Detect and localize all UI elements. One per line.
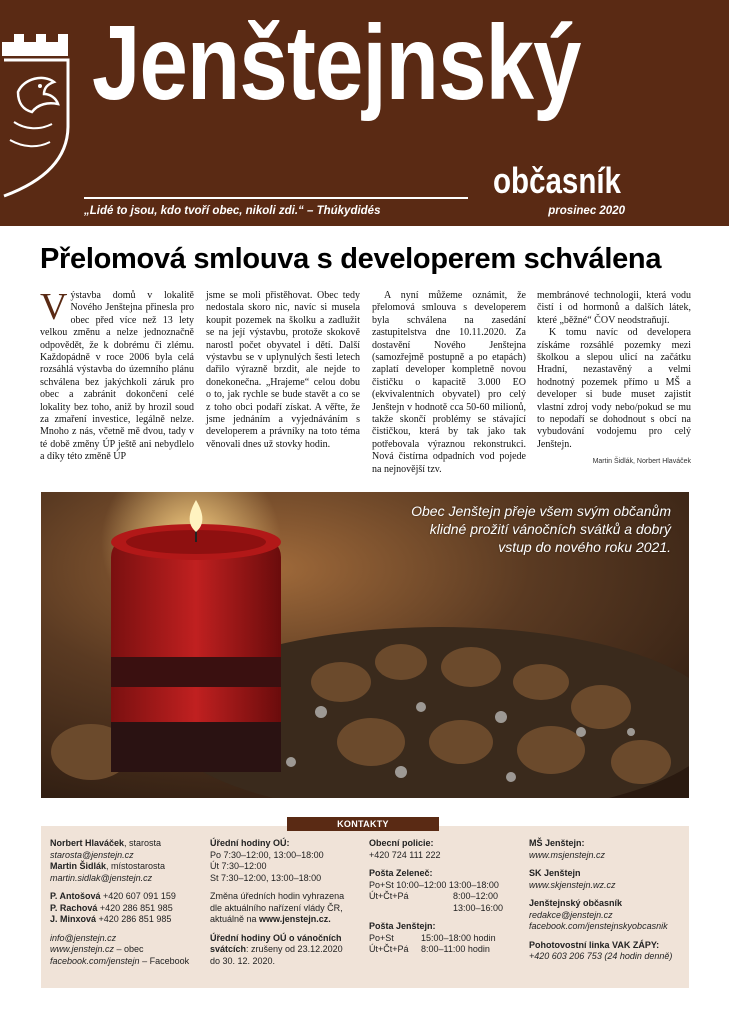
office-hours-line: St 7:30–12:00, 13:00–18:00 [210,872,322,883]
contact-name: J. Minxová [50,914,97,924]
website-link[interactable]: www.msjenstejn.cz [529,849,606,860]
contact-phone: +420 607 091 159 [100,891,176,901]
article-headline: Přelomová smlouva s developerem schválena [40,243,662,275]
article-column-4 [537,290,691,469]
crest-icon [0,30,80,200]
contacts-column-4 [529,838,687,963]
post-hours: 15:00–18:00 hodin [421,932,496,943]
contact-phone: +420 286 851 985 [97,902,173,913]
sports-club-heading: SK Jenštejn [529,868,581,878]
police-heading: Obecní policie: [369,838,434,848]
photo-caption [371,502,671,556]
contacts-column-3 [369,838,529,956]
link-note: – obec [114,944,144,954]
office-hours-line: Po 7:30–12:00, 13:00–18:00 [210,849,324,860]
contact-role: , místostarosta [106,861,166,871]
contact-name: P. Antošová [50,891,101,901]
post-days: Út+Čt+Pá [369,944,409,954]
contact-email[interactable]: martin.sidlak@jenstejn.cz [50,872,153,883]
post-days: Út+Čt+Pá [369,891,409,901]
masthead [0,0,729,226]
post-hours: 13:00–16:00 [453,902,504,913]
post-days: Po+St [369,879,394,890]
contact-name: Norbert Hlaváček [50,838,125,848]
article-signature: Martin Šidlák, Norbert Hlaváček [592,458,691,466]
post-office-heading: Pošta Jenštejn: [369,921,436,931]
contact-email[interactable]: starosta@jenstejn.cz [50,849,134,860]
contacts-column-1 [50,838,210,967]
kindergarten-heading: MŠ Jenštejn: [529,838,585,848]
issue-date: prosinec 2020 [548,205,625,217]
office-hours-line: Út 7:30–12:00 [210,861,267,871]
post-office-heading: Pošta Zeleneč: [369,868,433,878]
drop-cap: V [40,286,68,328]
newspaper-title: Jenštejnský [92,4,581,122]
article-column-1 [40,286,194,464]
article-column-3 [372,290,526,476]
notice-text: Změna úředních hodin vyhrazena [210,891,345,901]
facebook-link[interactable]: facebook.com/jenstejnskyobcasnik [529,921,668,931]
masthead-rule [84,197,468,199]
holiday-hours-text: : zrušeny od 23.12.2020 [246,944,343,954]
caption-line: Obec Jenštejn přeje všem svým občanům [411,503,671,519]
article-text: jsme se moli přistěhovat. Obec tedy nedostala skoro nic, navíc si musela koupit pozemek na školku a zadlužit se na její výstavbu, protože skokově narostl počet obyvatel i dětí. Další výstavbu se v uplynulých šesti letech dařilo výrazně brzdit, ale nejde to donekonečna. „Hrajeme“ celou dobu o to, jak rychle se bude stavět a co se z toho obci podaří získat. A věřte, že jsme jednáním a vyjednáváním s developerem a právníky na toto téma věnovali dnes už stovky hodin. [206,290,360,450]
article-text: A nyní můžeme oznámit, že přelomová smlouva s developerem byla schválena na zasedání zastupitelstva dne 10.11.2020. Za dostavění Nového Jenštejna (samozřejmě postupně a po etapách) zaplatí developer kompletně novou čističku o kapacitě 3.000 EO (ekvivalentních obyvatel) pro celý Jenštejn v hodnotě cca 50-60 milionů, takže skončí problémy se stávající čističkou, která by tak jako tak potřebovala výraznou rekonstrukci. Nová čistírna odpadních vod pojede na nejnovější tzv. [372,290,526,475]
article-text: membránové technologii, která vodu čistí i od hormonů a dalších látek, které „běžné“ ČOV neodstraňují. [537,290,691,326]
contact-name: Martin Šidlák [50,861,107,871]
newsletter-heading: Jenštejnský občasník [529,898,623,908]
notice-text: aktuálně na [210,914,260,924]
contact-email[interactable]: info@jenstejn.cz [50,932,117,943]
link-note: – Facebook [139,955,190,966]
office-hours-heading: Úřední hodiny OÚ: [210,838,290,848]
post-days: Po+St [369,932,394,943]
contact-phone: +420 286 851 985 [96,914,172,924]
caption-line: vstup do nového roku 2021. [498,539,671,555]
article-column-2 [206,290,360,451]
post-hours: 10:00–12:00 13:00–18:00 [396,879,499,890]
masthead-quote: „Lidé to jsou, kdo tvoří obec, nikoli zdi.“ – Thúkydidés [84,205,381,217]
contact-name: P. Rachová [50,902,98,913]
post-hours: 8:00–11:00 hodin [421,944,490,954]
holiday-hours-heading: svátcích [210,944,247,954]
contacts-heading: KONTAKTY [287,817,439,831]
website-link[interactable]: www.skjenstejn.wz.cz [529,879,616,890]
christmas-photo [41,492,689,798]
post-hours: 8:00–12:00 [453,891,499,901]
website-link[interactable]: www.jenstejn.cz [50,944,115,954]
emergency-line-heading: Pohotovostní linka VAK ZÁPY: [529,939,660,950]
contacts-column-2 [210,838,370,967]
newspaper-subtitle: občasník [493,160,621,201]
contact-role: , starosta [124,838,162,848]
facebook-link[interactable]: facebook.com/jenstejn [50,955,140,966]
holiday-hours-text: do 30. 12. 2020. [210,955,276,966]
article-text: ýstavba domů v lokalitě Nového Jenštejna přinesla pro obec před více než 13 lety velkou změnu a nelze jednoznačně odpovědět, že k dobrému či zlému. Každopádně v roce 2006 byla celá rozsáhlá výstavba do územního plánu schválena bez jakýchkoli záruk pro obec a zabránit dokončení celé lokality bez toho, aniž by hrozil soud za zmaření investice, legálně nelze. Mnoho z nás, včetně mě dvou, tady v té době změny ÚP ještě ani nebydlelo a díky této změně ÚP [40,290,194,463]
emergency-phone: +420 603 206 753 (24 hodin denně) [529,951,673,961]
contact-email[interactable]: redakce@jenstejn.cz [529,909,613,920]
caption-line: klidné prožití vánočních svátků a dobrý [429,521,671,537]
article-text: K tomu navíc od developera získáme rozsáhlé pozemky mezi školkou a slepou ulicí na začátku Hradní, nezastavěný a velmi hodnotný pozemek přímo u MŠ a developer si bude muset zajistit vlastní zdroj vody nebo/pokud se mu to nepodaří se dohodnout s obcí na vybudování vodojemu pro celý Jenštejn. [537,327,691,450]
website-link[interactable]: www.jenstejn.cz. [259,914,331,924]
holiday-hours-heading: Úřední hodiny OÚ o vánočních [210,932,342,943]
notice-text: dle aktuálního nařízení vlády ČR, [210,902,343,913]
police-phone: +420 724 111 222 [369,849,441,860]
